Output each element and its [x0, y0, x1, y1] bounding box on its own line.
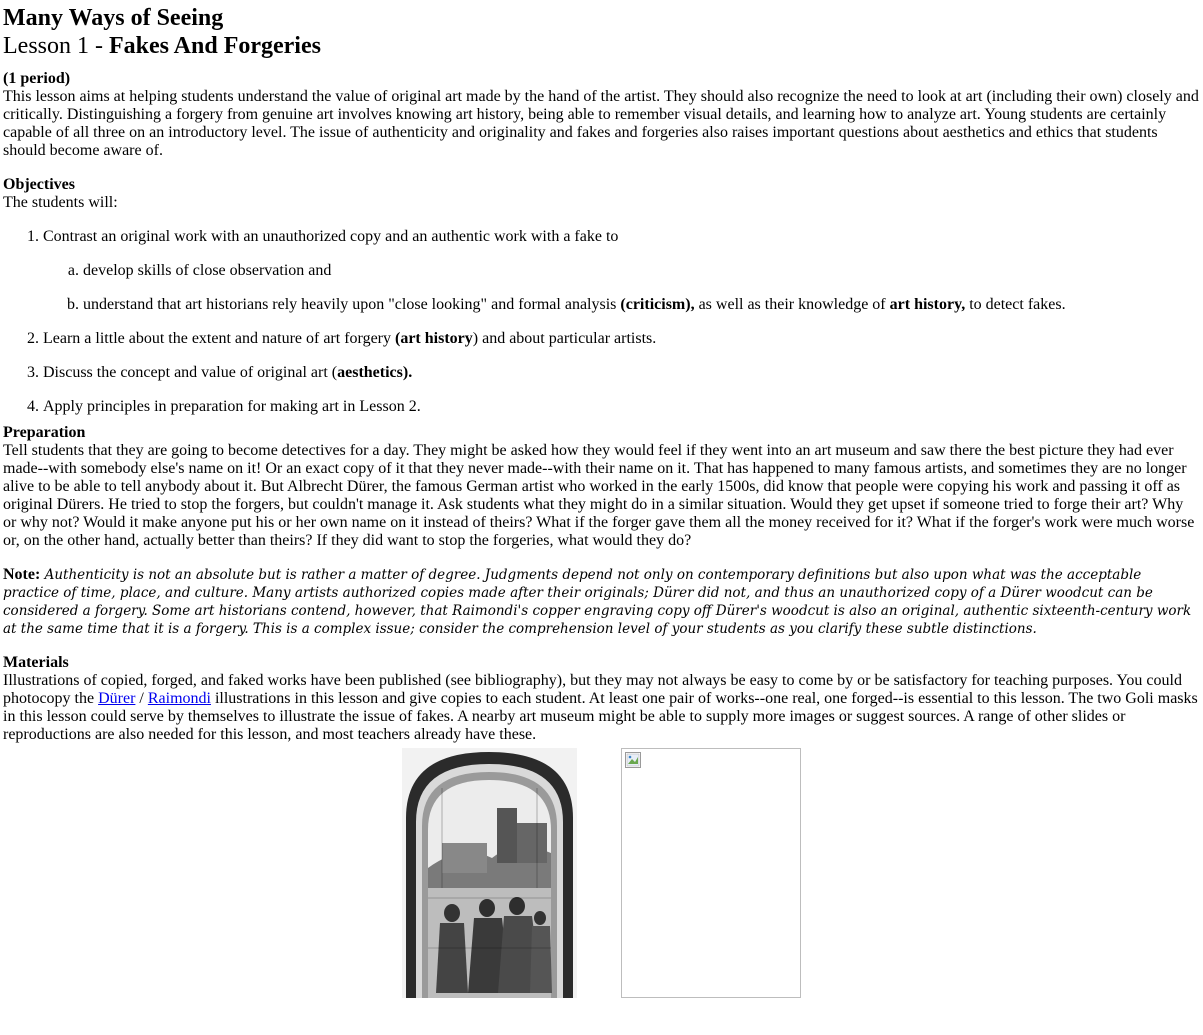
objective-text: Discuss the concept and value of original art (	[43, 364, 338, 381]
objective-sublist	[43, 262, 1200, 314]
term-aesthetics: aesthetics).	[337, 364, 413, 381]
objective-subitem	[83, 296, 1200, 314]
intro-text: This lesson aims at helping students understand the value of original art made by the hand of the artist. They should also recognize the need to look at art (including their own) closely and critically. Distinguishing a forgery from genuine art involves knowing art history, being able to remember visual details, and learning how to analyze art. Young students are certainly capable of all three on an introductory level. The issue of authenticity and originality and fakes and forgeries also raises important questions about aesthetics and ethics that students should become aware of.	[3, 88, 1199, 159]
objective-subitem-text: to detect fakes.	[965, 296, 1066, 313]
durer-woodcut-image[interactable]	[402, 748, 577, 998]
note-label: Note:	[3, 566, 41, 583]
objective-item	[43, 364, 1200, 382]
objective-item	[43, 228, 1200, 314]
objective-text: Learn a little about the extent and nature of art forgery	[43, 330, 395, 347]
term-criticism: (criticism),	[620, 296, 695, 313]
preparation-text: Tell students that they are going to become detectives for a day. They might be asked how they would feel if they went into an art museum and saw there the best picture they had ever made--with somebody else's name on it! Or an exact copy of it that they never made--with their name on it. That has happened to many famous artists, and sometimes they are no longer alive to be able to tell anybody about it. But Albrecht Dürer, the famous German artist who worked in the early 1500s, did know that people were copying his work and passing it off as original Dürers. He tried to stop the forgers, but couldn't manage it. Ask students what they might do in a similar situation. Would they get upset if someone tried to forge their art? Why or why not? Would it make anyone put his or her own name on it instead of theirs? What if the forger gave them all the money received for it? What if the forger's work were much worse or, on the other hand, actually better than theirs? If they did want to stop the forgeries, what would they do?	[3, 442, 1195, 549]
objective-subitem	[83, 262, 1200, 280]
objectives-section	[3, 176, 1200, 416]
image-row	[3, 748, 1200, 1008]
preparation-heading: Preparation	[3, 424, 86, 441]
materials-heading: Materials	[3, 654, 69, 671]
lesson-title-line	[3, 32, 1200, 60]
preparation-section	[3, 424, 1200, 550]
site-title: Many Ways of Seeing	[3, 5, 224, 31]
term-art-history: art history,	[889, 296, 966, 313]
objective-text: Apply principles in preparation for making art in Lesson 2.	[43, 398, 421, 415]
raimondi-engraving-image[interactable]	[621, 748, 801, 998]
note-section	[3, 566, 1200, 638]
objectives-heading: Objectives	[3, 176, 75, 193]
link-separator: /	[135, 690, 148, 707]
objective-subitem-text: as well as their knowledge of	[694, 296, 890, 313]
raimondi-link[interactable]: Raimondi	[147, 690, 211, 707]
objective-text: ) and about particular artists.	[472, 330, 657, 347]
materials-text: Illustrations of copied, forged, and faked works have been published (see bibliography), but they may not always be easy to come by or be satisfactory for teaching purposes. You could photocopy the	[3, 672, 1182, 707]
term-art-history: (art history	[395, 330, 473, 347]
period-label: (1 period)	[3, 70, 71, 87]
materials-text: illustrations in this lesson and give copies to each student. At least one pair of works--one real, one forged--is essential to this lesson. The two Goli masks in this lesson could serve by themselves to illustrate the issue of fakes. A nearby art museum might be able to supply more images or suggest sources. A range of other slides or reproductions are also needed for this lesson, and most teachers already have these.	[3, 690, 1198, 743]
objective-text: Contrast an original work with an unauthorized copy and an authentic work with a fake to	[43, 228, 619, 245]
broken-image-icon	[625, 752, 641, 768]
objective-subitem-text: develop skills of close observation and	[83, 262, 332, 279]
objective-subitem-text: understand that art historians rely heavily upon "close looking" and formal analysis	[83, 296, 621, 313]
materials-section	[3, 654, 1200, 744]
objectives-list	[3, 228, 1200, 416]
objective-item	[43, 398, 1200, 416]
objective-item	[43, 330, 1200, 348]
objectives-lead: The students will:	[3, 194, 118, 211]
note-text: Authenticity is not an absolute but is rather a matter of degree. Judgments depend not only on contemporary definitions but also upon what was the acceptable practice of time, place, and culture. Many artists authorized copies made after their originals; Dürer did not, and thus an unauthorized copy of a Dürer woodcut can be considered a forgery. Some art historians contend, however, that Raimondi's copper engraving copy off Dürer's woodcut is also an original, authentic sixteenth-century work at the same time that it is a forgery. This is a complex issue; consider the comprehension level of your students as you clarify these subtle distinctions.	[3, 567, 1192, 637]
lesson-title: Fakes And Forgeries	[108, 33, 321, 59]
intro-paragraph	[3, 70, 1200, 160]
lesson-prefix: Lesson 1 -	[3, 33, 109, 59]
durer-link[interactable]: Dürer	[98, 690, 136, 707]
